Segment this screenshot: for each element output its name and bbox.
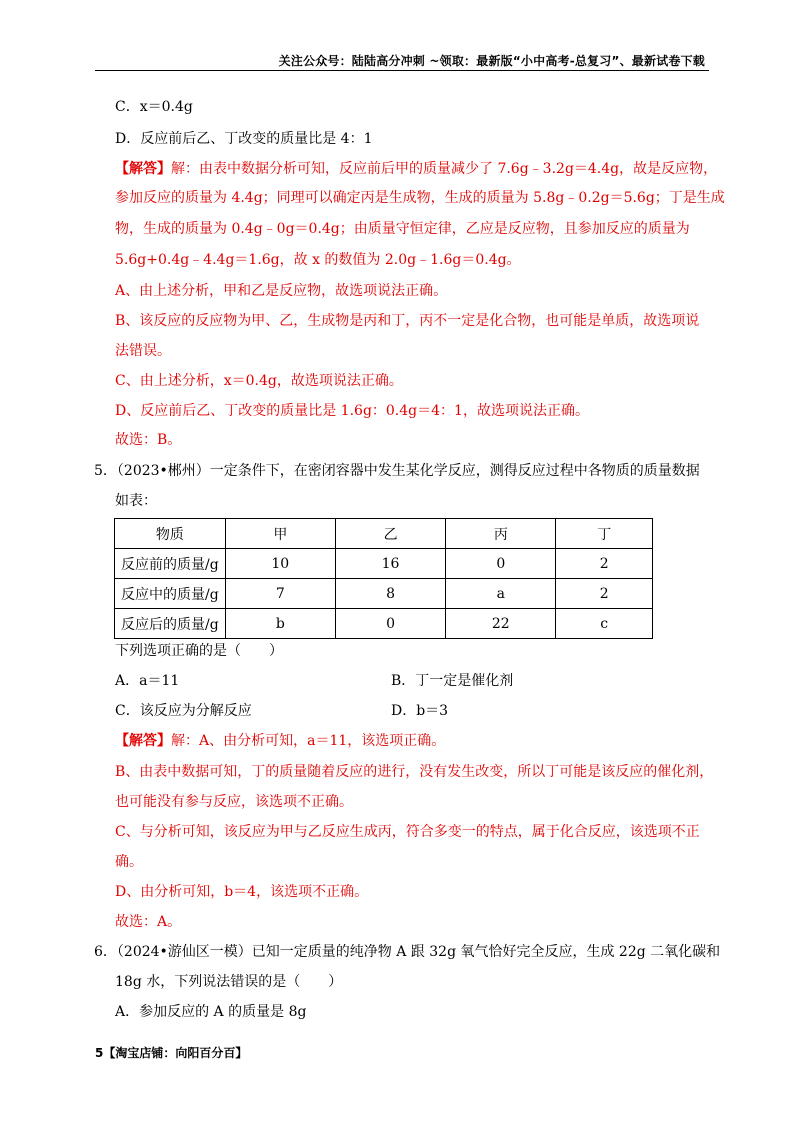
table-cell: b [225,609,335,639]
table-row [115,609,653,639]
header-rule [95,70,709,71]
q5-prompt: 下列选项正确的是（ ） [115,643,283,659]
q4-analysis-c: C、由上述分析，x＝0.4g，故选项说法正确。 [115,373,403,389]
q6-option-a: A．参加反应的 A 的质量是 8g [115,1004,307,1020]
q4-answer-line-1 [115,159,717,179]
table-cell: 反应中的质量/g [115,579,226,609]
q4-final-choice: 故选：B。 [115,432,182,448]
table-cell: 反应前的质量/g [115,549,226,579]
q5-data-table [114,518,653,639]
table-cell: 7 [225,579,335,609]
answer-text: 解：A、由分析可知，a＝11，该选项正确。 [171,733,446,749]
answer-text: 解：由表中数据分析可知，反应前后甲的质量减少了 7.6g﹣3.2g＝4.4g，故是反应物， [171,161,718,177]
q5-analysis-d: D、由分析可知，b＝4，该选项不正确。 [115,884,369,900]
q4-option-c: C．x＝0.4g [115,99,193,115]
q5-analysis-c-cont: 确。 [115,854,143,870]
q4-option-d: D．反应前后乙、丁改变的质量比是 4：1 [115,131,373,147]
table-row [115,579,653,609]
page-footer: 5【淘宝店铺：向阳百分百】 [95,1046,248,1060]
q5-analysis-b-cont: 也可能没有参与反应，该选项不正确。 [115,794,353,810]
q5-answer-line-1 [115,731,445,751]
table-cell: 反应后的质量/g [115,609,226,639]
table-cell: 22 [446,609,556,639]
q5-option-d: D．b＝3 [391,703,449,719]
table-header-cell: 丙 [446,519,556,549]
q5-analysis-c: C、与分析可知，该反应为甲与乙反应生成丙，符合多变一的特点，属于化合反应，该选项不正 [115,824,700,840]
q5-option-a: A．a＝11 [115,673,180,689]
table-header-cell: 丁 [556,519,653,549]
table-row [115,549,653,579]
q6-stem-line-2: 18g 水，下列说法错误的是（ ） [115,974,343,990]
q5-final-choice: 故选：A。 [115,914,182,930]
q4-answer-line-3: 物，生成的质量为 0.4g﹣0g＝0.4g；由质量守恒定律，乙应是反应物，且参加反应的质量为 [115,221,690,237]
table-cell: 2 [556,579,653,609]
q4-analysis-a: A、由上述分析，甲和乙是反应物，故选项说法正确。 [115,283,448,299]
table-cell: c [556,609,653,639]
table-header-cell: 物质 [115,519,226,549]
table-header-cell: 甲 [225,519,335,549]
table-cell: 10 [225,549,335,579]
q4-analysis-d: D、反应前后乙、丁改变的质量比是 1.6g：0.4g＝4：1，故选项说法正确。 [115,403,589,419]
q5-analysis-b: B、由表中数据可知，丁的质量随着反应的进行，没有发生改变，所以丁可能是该反应的催化剂， [115,764,714,780]
q5-option-c: C．该反应为分解反应 [115,703,252,719]
table-cell: a [446,579,556,609]
q4-analysis-b: B、该反应的反应物为甲、乙，生成物是丙和丁，丙不一定是化合物，也可能是单质，故选项说 [115,313,700,329]
q5-stem-line-2: 如表： [115,493,157,509]
table-cell: 0 [335,609,445,639]
q4-answer-line-4: 5.6g+0.4g﹣4.4g＝1.6g，故 x 的数值为 2.0g﹣1.6g＝0.4g。 [115,252,521,268]
q4-answer-line-2: 参加反应的质量为 4.4g；同理可以确定丙是生成物，生成的质量为 5.8g﹣0.2g＝5.6g；丁是生成 [115,190,725,206]
q5-option-b: B．丁一定是催化剂 [391,673,514,689]
answer-tag: 【解答】 [115,161,171,177]
table-cell: 16 [335,549,445,579]
table-header-cell: 乙 [335,519,445,549]
table-cell: 0 [446,549,556,579]
q4-analysis-b-cont: 法错误。 [115,343,171,359]
table-cell: 8 [335,579,445,609]
table-cell: 2 [556,549,653,579]
q6-stem-line-1: 6．（2024•游仙区一模）已知一定质量的纯净物 A 跟 32g 氧气恰好完全反应，生成 22g 二氧化碳和 [94,944,721,960]
table-header-row [115,519,653,549]
answer-tag: 【解答】 [115,733,171,749]
q5-stem-line-1: 5．（2023•郴州）一定条件下，在密闭容器中发生某化学反应，测得反应过程中各物质的质量数据 [94,463,700,479]
page-header: 关注公众号：陆陆高分冲刺 ~领取：最新版“小中高考-总复习”、最新试卷下载 [278,54,705,68]
